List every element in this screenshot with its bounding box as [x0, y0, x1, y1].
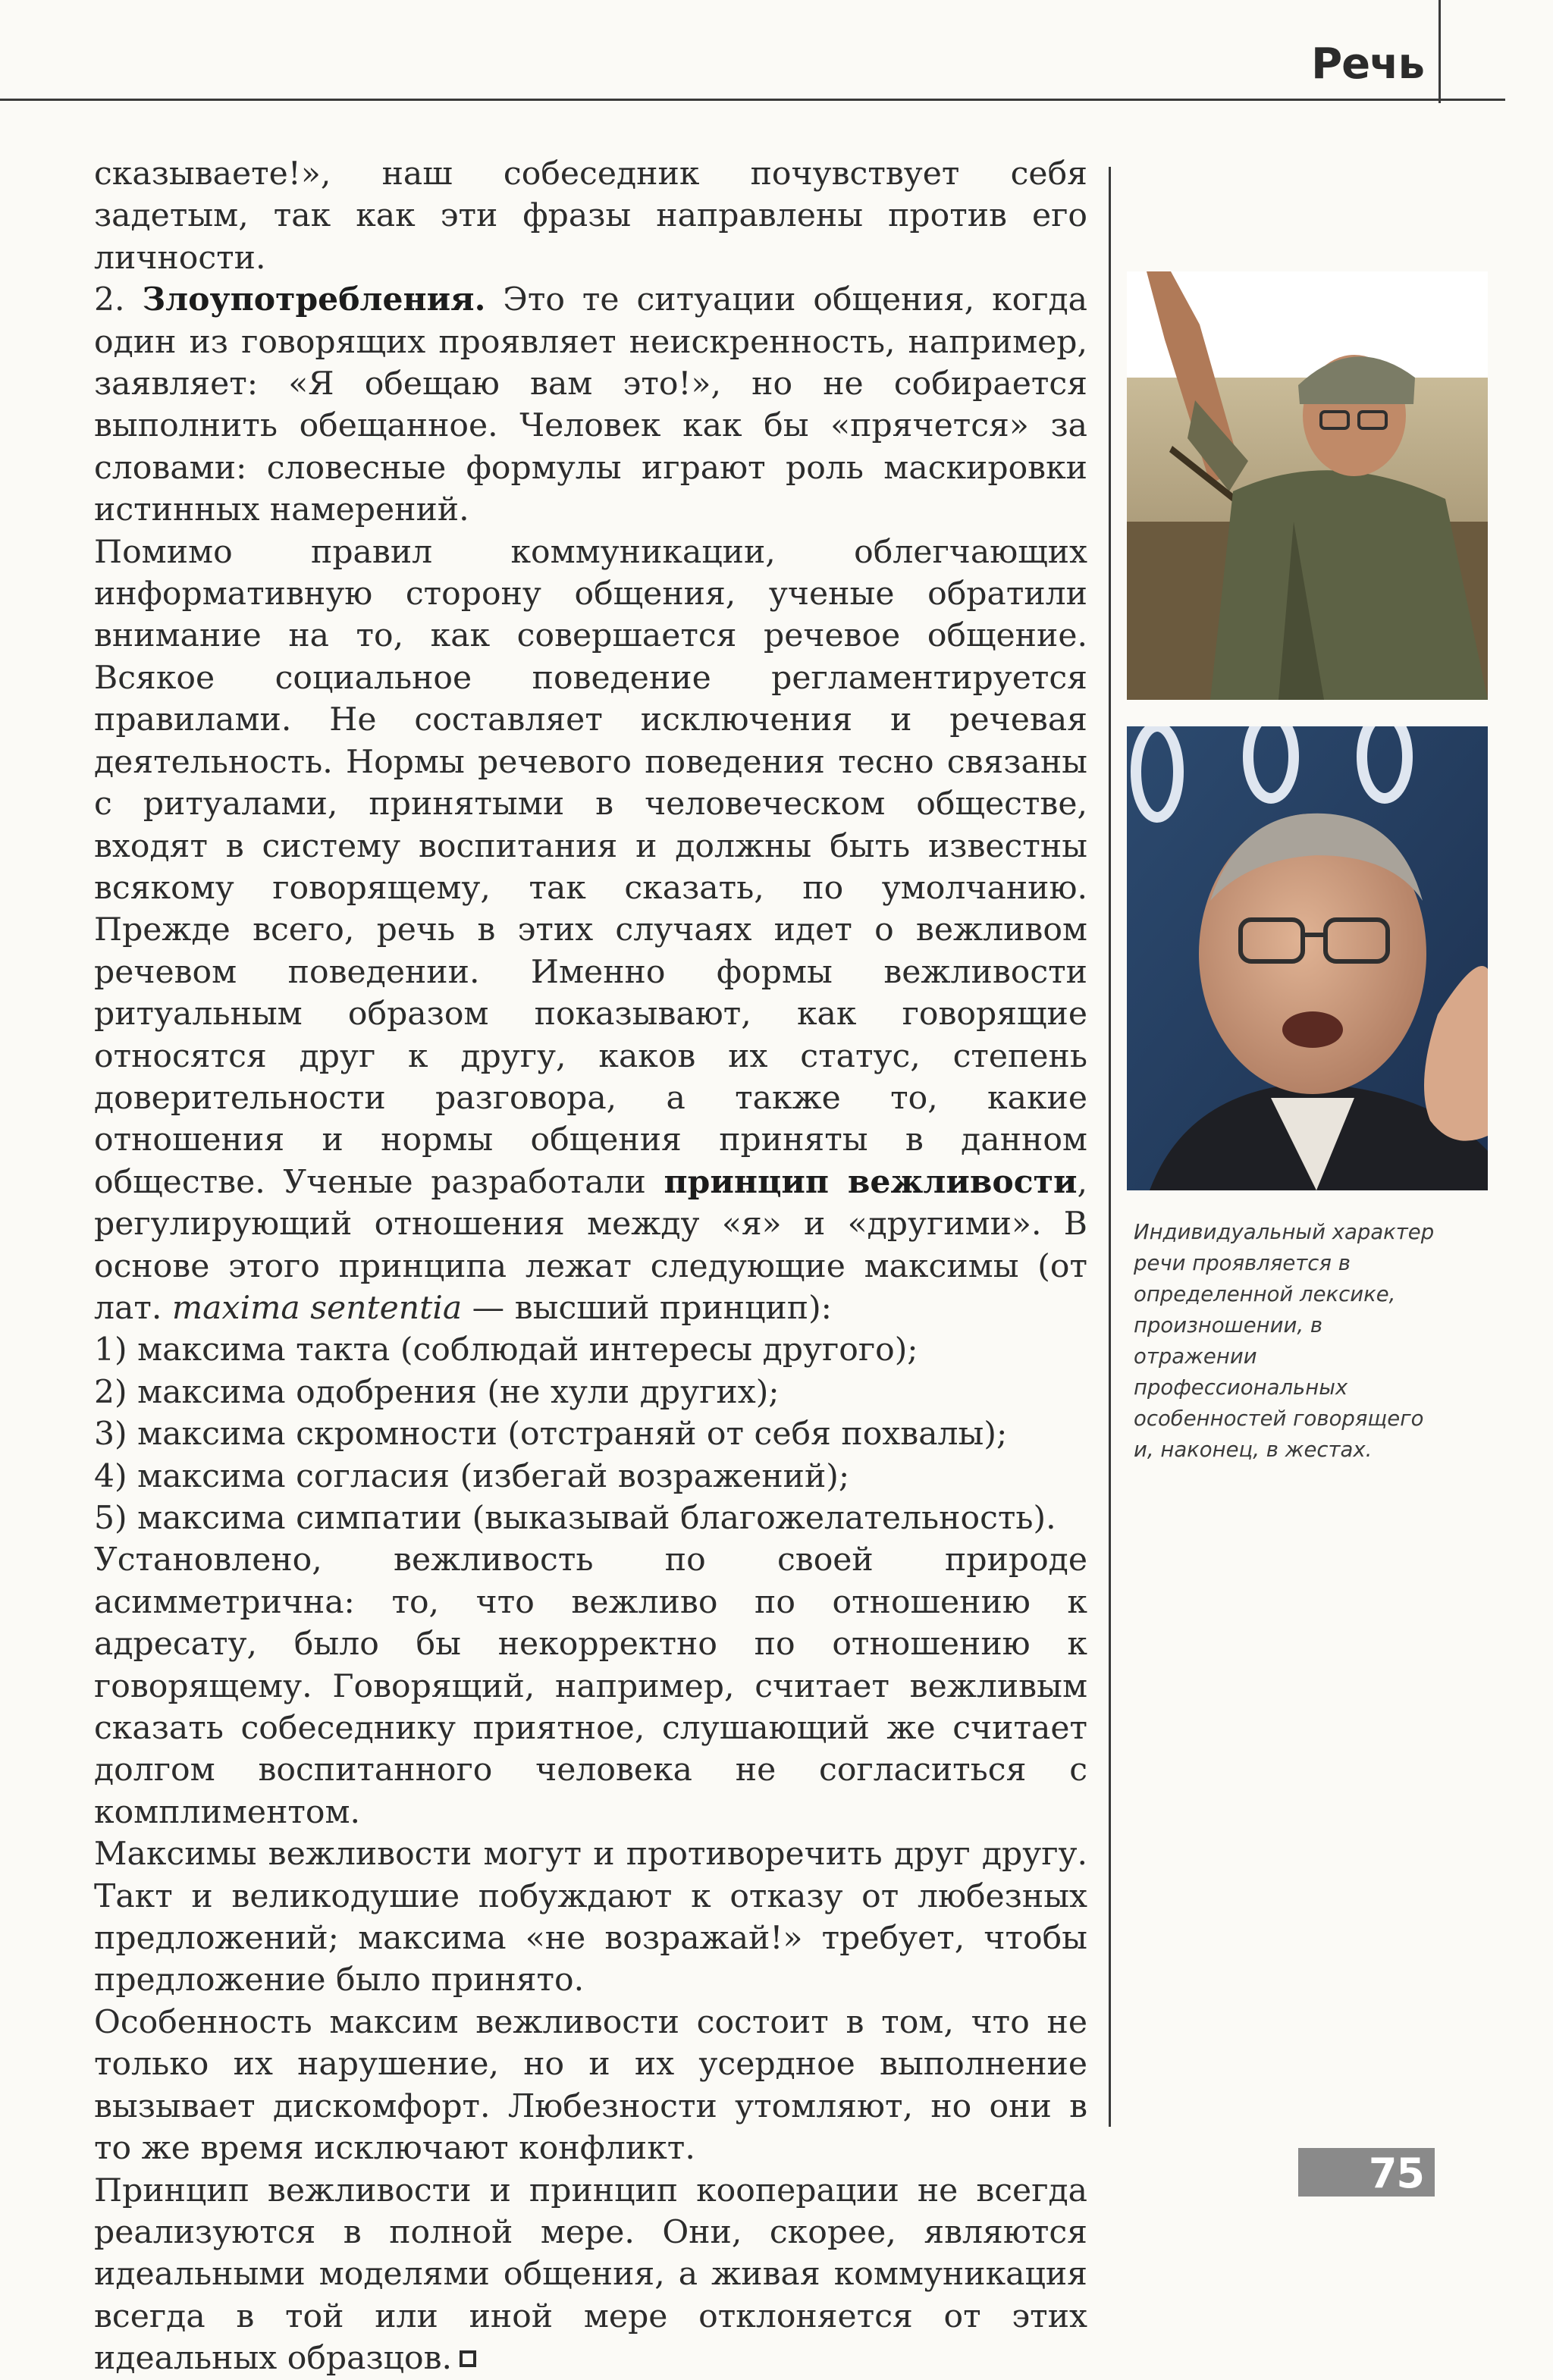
list-item: 4) максима согласия (избегай возражений);: [94, 1457, 850, 1495]
paragraph-text: Это те ситуации общения, когда один из говорящих проявляет неискренность, например, заявляет: «Я обещаю вам это!», но не собирается выполнить обещанное. Человек как бы «прячется» за словами: словесные формулы играют роль маскировки истинных намерений.: [94, 281, 1088, 529]
column-divider: [1109, 167, 1111, 2127]
photo-man-speaking: [1127, 726, 1488, 1190]
paragraph: сказываете!», наш собеседник почувствует себя задетым, так как эти фразы направлены против его личности.: [94, 155, 1087, 277]
paragraph-text: — высший принцип):: [462, 1289, 832, 1327]
end-of-section-icon: [460, 2350, 476, 2367]
list-item: 5) максима симпатии (выказывай благожелательность).: [94, 1500, 1056, 1537]
header-rule: [0, 99, 1505, 101]
list-item: 3) максима скромности (отстраняй от себя похвалы);: [94, 1416, 1008, 1453]
section-title: Речь: [1311, 39, 1424, 89]
paragraph: [94, 2170, 1087, 2380]
page-number: 75: [1368, 2150, 1424, 2197]
paragraph-text: Помимо правил коммуникации, облегчающих информативную сторону общения, ученые обратили внимание на то, как совершается речевое общение. Всякое социальное поведение регламентируется правилами. Не составляет исключения и речевая деятельность. Нормы речевого поведения тесно связаны с ритуалами, принятыми в человеческом обществе, входят в систему воспитания и должны быть известны всякому говорящему, так сказать, по умолчанию. Прежде всего, речь в этих случаях идет о вежливом речевом поведении. Именно формы вежливости ритуальным образом показывают, как говорящие относятся друг к другу, каков их статус, степень доверительности разговора, а также то, какие отношения и нормы общения приняты в данном обществе. Ученые разработали: [94, 533, 1087, 1201]
page-number-box: [1298, 2148, 1435, 2197]
main-text-column: [94, 153, 1087, 2380]
header-divider: [1438, 0, 1441, 103]
paragraph-text: , регулирующий отношения между «я» и «другими». В основе этого принципа лежат следующие максимы (от лат.: [94, 1163, 1087, 1327]
list-item: 1) максима такта (соблюдай интересы другого);: [94, 1331, 918, 1369]
photo-officer-pointing: [1127, 271, 1488, 700]
paragraph: [94, 279, 1087, 531]
paragraph: Особенность максим вежливости состоит в том, что не только их нарушение, но и их усердное выполнение вызывает дискомфорт. Любезности утомляют, но они в то же время исключают конфликт.: [94, 2003, 1087, 2168]
photo-caption: Индивидуальный характер речи проявляется в определенной лексике, произношении, в отражении профессиональных особенностей говорящего и, наконец, в жестах.: [1134, 1220, 1435, 1462]
latin-term: maxima sententia: [171, 1289, 463, 1327]
paragraph: Установлено, вежливость по своей природе асимметрична: то, что вежливо по отношению к адресату, было бы некорректно по отношению к говорящему. Говорящий, например, считает вежливым сказать собеседнику приятное, слушающий же считает долгом воспитанного человека не согласиться с комплиментом.: [94, 1541, 1087, 1831]
list-number: 2.: [94, 281, 143, 319]
list-item: 2) максима одобрения (не хули других);: [94, 1373, 780, 1411]
paragraph: Максимы вежливости могут и противоречить друг другу. Такт и великодушие побуждают к отказу от любезных предложений; максима «не возражай!» требует, чтобы предложение было принято.: [94, 1836, 1087, 1999]
paragraph: [94, 532, 1087, 1330]
bold-term: Злоупотребления.: [142, 281, 486, 319]
bold-term: принцип вежливости: [664, 1162, 1078, 1201]
paragraph-text: Принцип вежливости и принцип кооперации не всегда реализуются в полной мере. Они, скорее, являются идеальными моделями общения, а живая коммуникация всегда в той или иной мере отклоняется от этих идеальных образцов.: [94, 2171, 1087, 2378]
